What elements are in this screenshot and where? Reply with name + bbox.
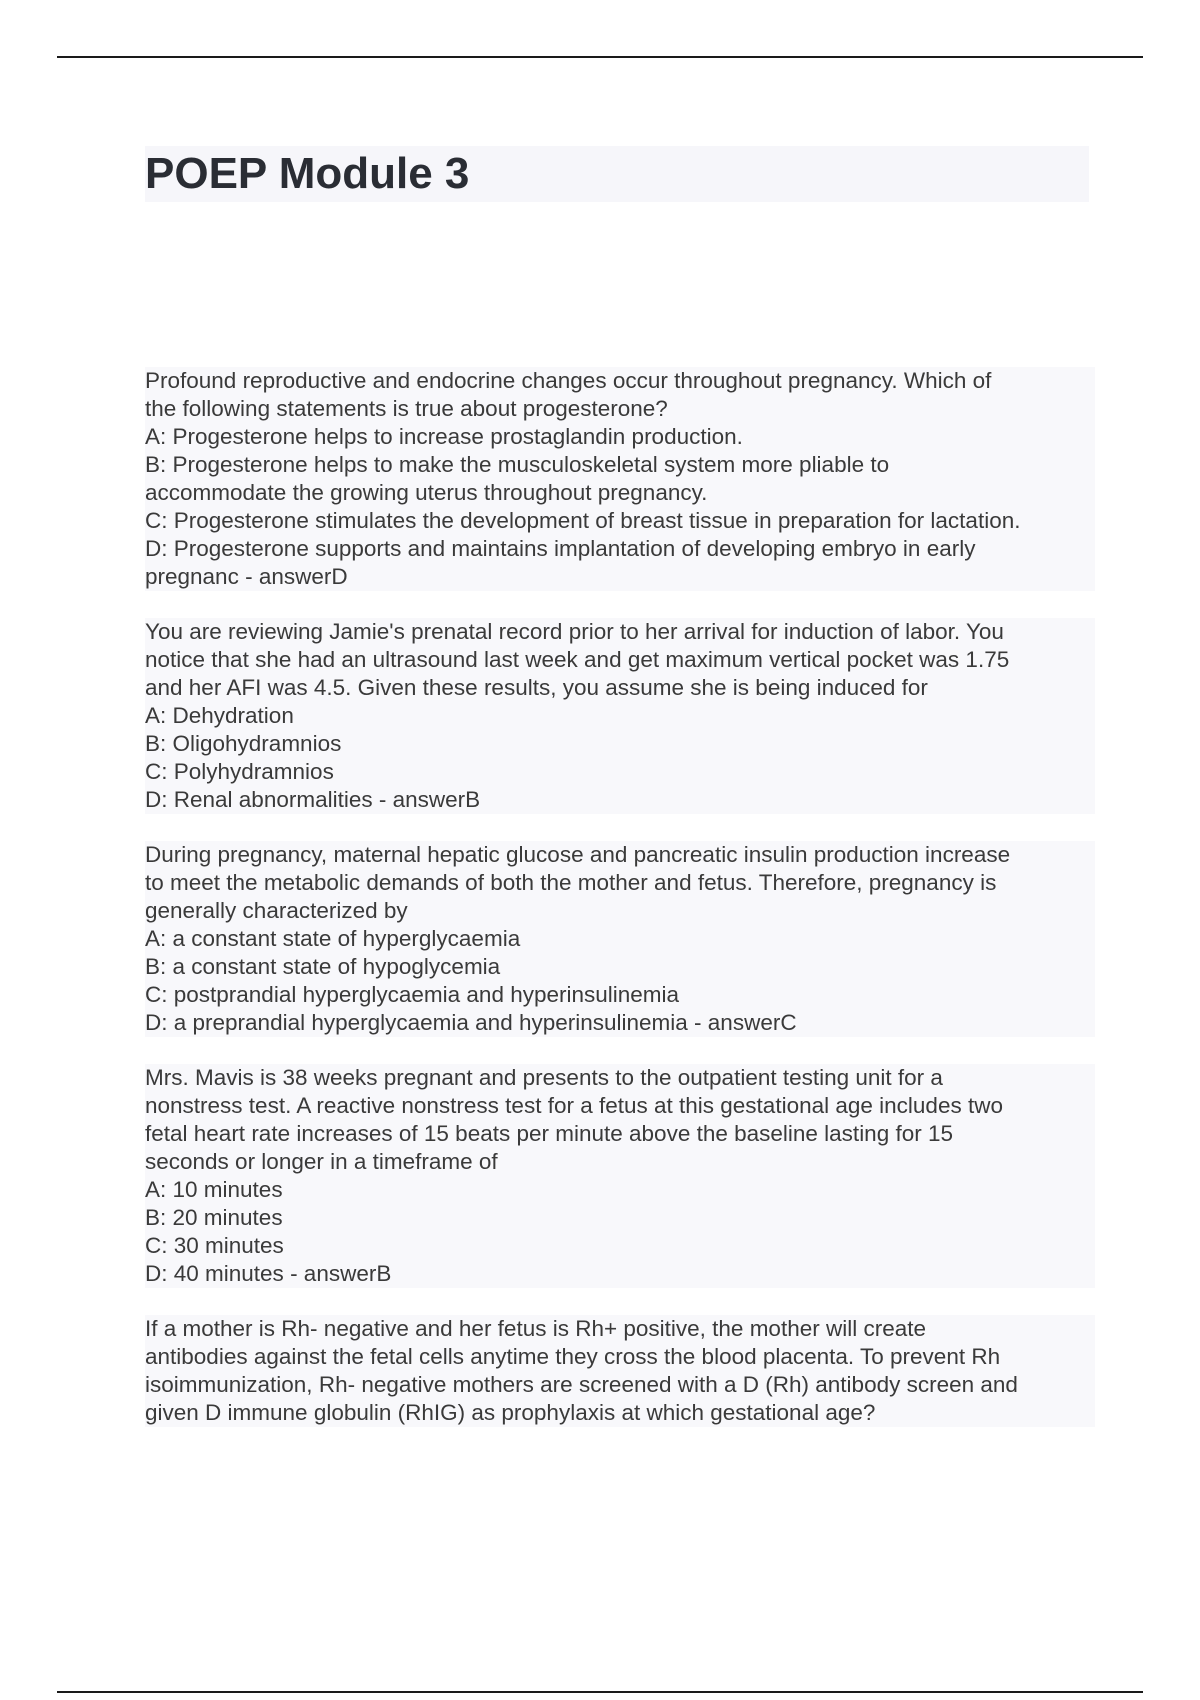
answer-option-c: C: postprandial hyperglycaemia and hyperinsulinemia [145, 981, 1095, 1009]
answer-option-d: D: a preprandial hyperglycaemia and hyperinsulinemia - answerC [145, 1009, 1095, 1037]
question-text-line: Mrs. Mavis is 38 weeks pregnant and presents to the outpatient testing unit for a [145, 1064, 1095, 1092]
answer-option-c: C: Progesterone stimulates the development of breast tissue in preparation for lactation. [145, 507, 1095, 535]
bottom-divider [57, 1691, 1143, 1693]
answer-option-b: B: Progesterone helps to make the musculoskeletal system more pliable to [145, 451, 1095, 479]
question-text-line: nonstress test. A reactive nonstress test for a fetus at this gestational age includes two [145, 1092, 1095, 1120]
answer-option-a: A: Progesterone helps to increase prostaglandin production. [145, 423, 1095, 451]
question-5 [145, 1315, 1095, 1427]
question-text-line: isoimmunization, Rh- negative mothers are screened with a D (Rh) antibody screen and [145, 1371, 1095, 1399]
question-text-line: seconds or longer in a timeframe of [145, 1148, 1095, 1176]
question-text-line: fetal heart rate increases of 15 beats per minute above the baseline lasting for 15 [145, 1120, 1095, 1148]
question-text-line: antibodies against the fetal cells anytime they cross the blood placenta. To prevent Rh [145, 1343, 1095, 1371]
answer-option-a: A: a constant state of hyperglycaemia [145, 925, 1095, 953]
question-text-line: given D immune globulin (RhIG) as prophylaxis at which gestational age? [145, 1399, 1095, 1427]
document-title: POEP Module 3 [145, 149, 470, 198]
answer-option-d-continued: pregnanc - answerD [145, 563, 1095, 591]
question-text-line: and her AFI was 4.5. Given these results, you assume she is being induced for [145, 674, 1095, 702]
answer-option-a: A: Dehydration [145, 702, 1095, 730]
answer-option-b-continued: accommodate the growing uterus throughout pregnancy. [145, 479, 1095, 507]
top-divider [57, 56, 1143, 58]
question-4 [145, 1064, 1095, 1288]
question-text-line: During pregnancy, maternal hepatic glucose and pancreatic insulin production increase [145, 841, 1095, 869]
question-text-line: If a mother is Rh- negative and her fetus is Rh+ positive, the mother will create [145, 1315, 1095, 1343]
question-list [145, 367, 1095, 1454]
question-text-line: to meet the metabolic demands of both the mother and fetus. Therefore, pregnancy is [145, 869, 1095, 897]
answer-option-d: D: Renal abnormalities - answerB [145, 786, 1095, 814]
answer-option-b: B: Oligohydramnios [145, 730, 1095, 758]
answer-option-c: C: Polyhydramnios [145, 758, 1095, 786]
answer-option-d: D: 40 minutes - answerB [145, 1260, 1095, 1288]
question-text-line: generally characterized by [145, 897, 1095, 925]
answer-option-a: A: 10 minutes [145, 1176, 1095, 1204]
answer-option-b: B: a constant state of hypoglycemia [145, 953, 1095, 981]
answer-option-b: B: 20 minutes [145, 1204, 1095, 1232]
question-text-line: You are reviewing Jamie's prenatal record prior to her arrival for induction of labor. You [145, 618, 1095, 646]
question-2 [145, 618, 1095, 814]
question-3 [145, 841, 1095, 1037]
answer-option-d: D: Progesterone supports and maintains implantation of developing embryo in early [145, 535, 1095, 563]
answer-option-c: C: 30 minutes [145, 1232, 1095, 1260]
question-text-line: the following statements is true about progesterone? [145, 395, 1095, 423]
question-text-line: Profound reproductive and endocrine changes occur throughout pregnancy. Which of [145, 367, 1095, 395]
question-1 [145, 367, 1095, 591]
question-text-line: notice that she had an ultrasound last week and get maximum vertical pocket was 1.75 [145, 646, 1095, 674]
